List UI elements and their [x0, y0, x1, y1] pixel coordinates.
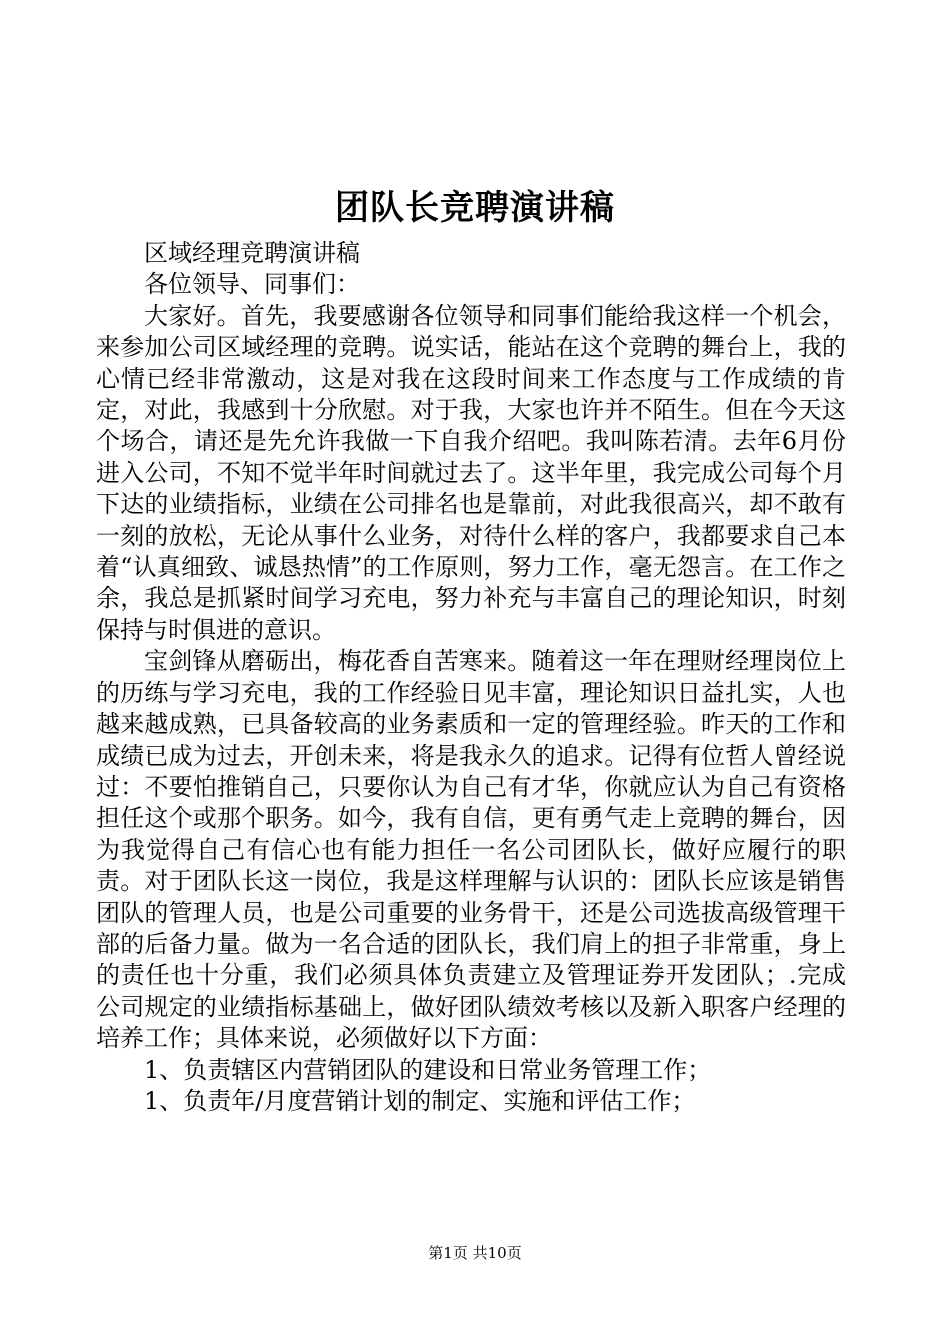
paragraph-intro: 大家好。首先，我要感谢各位领导和同事们能给我这样一个机会，来参加公司区域经理的竞聘。说实话，能站在这个竞聘的舞台上，我的心情已经非常激动，这是对我在这段时间来工作态度与工作成绩的肯定，对此，我感到十分欣慰。对于我，大家也许并不陌生。但在今天这个场合，请还是先允许我做一下自我介绍吧。我叫陈若清。去年6月份进入公司，不知不觉半年时间就过去了。这半年里，我完成公司每个月下达的业绩指标，业绩在公司排名也是靠前，对此我很高兴，却不敢有一刻的放松，无论从事什么业务，对待什么样的客户，我都要求自己本着“认真细致、诚恳热情”的工作原则，努力工作，毫无怨言。在工作之余，我总是抓紧时间学习充电，努力补充与丰富自己的理论知识，时刻保持与时俱进的意识。: [96, 301, 846, 644]
salutation: 各位领导、同事们：: [144, 270, 360, 299]
document-body: [96, 238, 846, 1117]
document-title: 团队长竞聘演讲稿: [335, 188, 615, 228]
document-subtitle: 区域经理竞聘演讲稿: [144, 239, 360, 267]
page-number-footer: 第1页 共10页: [428, 1244, 522, 1262]
list-item-duty: 1、负责辖区内营销团队的建设和日常业务管理工作；: [144, 1055, 712, 1084]
paragraph-experience: 宝剑锋从磨砺出，梅花香自苦寒来。随着这一年在理财经理岗位上的历练与学习充电，我的工作经验日见丰富，理论知识日益扎实，人也越来越成熟，已具备较高的业务素质和一定的管理经验。昨天的工作和成绩已成为过去，开创未来，将是我永久的追求。记得有位哲人曾经说过：不要怕推销自己，只要你认为自己有才华，你就应认为自己有资格担任这个或那个职务。如今，我有自信，更有勇气走上竞聘的舞台，因为我觉得自己有信心也有能力担任一名公司团队长，做好应履行的职责。对于团队长这一岗位，我是这样理解与认识的：团队长应该是销售团队的管理人员，也是公司重要的业务骨干，还是公司选拔高级管理干部的后备力量。做为一名合适的团队长，我们肩上的担子非常重，身上的责任也十分重，我们必须具体负责建立及管理证券开发团队；.完成公司规定的业绩指标基础上，做好团队绩效考核以及新入职客户经理的培养工作；具体来说，必须做好以下方面：: [96, 647, 846, 1053]
list-item-duty: 1、负责年/月度营销计划的制定、实施和评估工作；: [144, 1086, 696, 1115]
